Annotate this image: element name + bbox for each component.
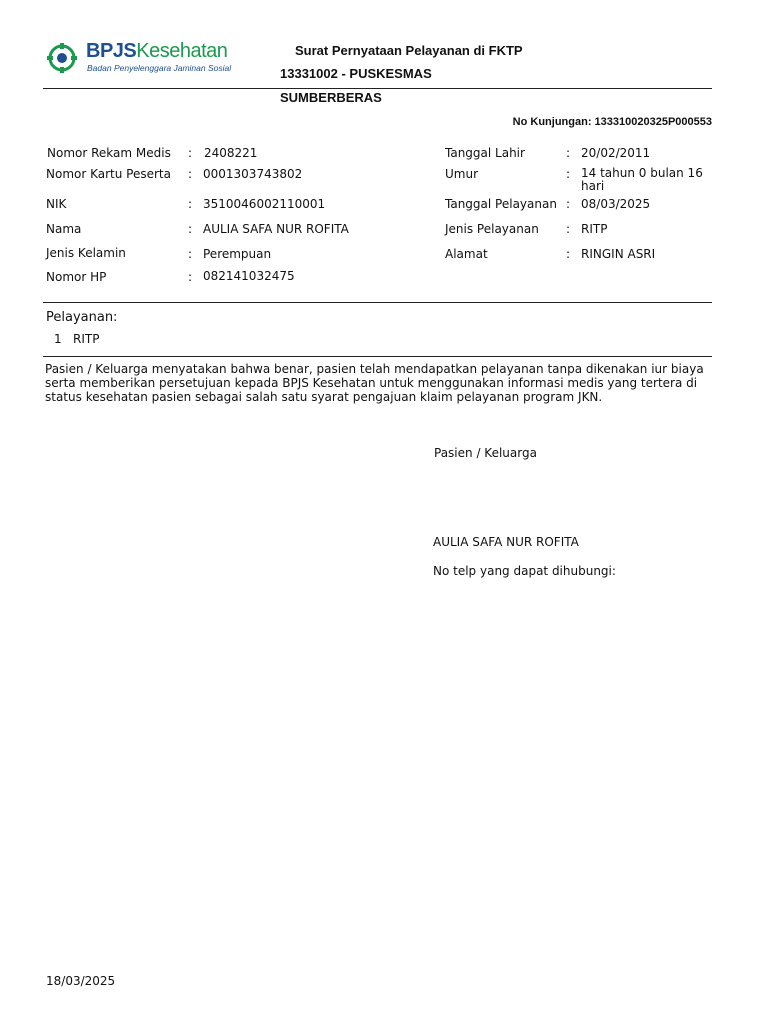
field-colon: : — [188, 146, 193, 160]
visit-number: No Kunjungan: 133310020325P000553 — [512, 116, 712, 128]
services-heading: Pelayanan: — [46, 310, 118, 325]
field-colon: : — [566, 146, 571, 160]
logo-wordmark — [86, 40, 227, 63]
facility-name: SUMBERBERAS — [280, 90, 382, 105]
field-colon: : — [188, 270, 193, 284]
field-value-age: 14 tahun 0 bulan 16 hari — [581, 166, 703, 193]
field-value-birth-date: 20/02/2011 — [581, 146, 651, 160]
field-label-birth-date: Tanggal Lahir — [445, 146, 525, 160]
field-label-medical-record: Nomor Rekam Medis — [47, 146, 171, 160]
service-item-number: 1 — [54, 332, 62, 346]
field-label-gender: Jenis Kelamin — [46, 246, 126, 260]
patient-divider — [43, 302, 712, 303]
field-colon: : — [566, 167, 571, 181]
logo-brand-kesehatan: Kesehatan — [136, 40, 228, 62]
field-value-phone: 082141032475 — [203, 269, 295, 283]
field-label-service-type: Jenis Pelayanan — [445, 222, 539, 236]
signature-name: AULIA SAFA NUR ROFITA — [433, 535, 579, 549]
field-value-gender: Perempuan — [203, 247, 272, 261]
document-title: Surat Pernyataan Pelayanan di FKTP — [295, 43, 523, 58]
field-colon: : — [188, 167, 193, 181]
facility-code: 13331002 - PUSKESMAS — [280, 66, 432, 81]
field-value-address: RINGIN ASRI — [581, 247, 656, 261]
field-value-medical-record: 2408221 — [204, 146, 258, 160]
field-value-service-date: 08/03/2025 — [581, 197, 651, 211]
field-colon: : — [566, 197, 571, 211]
field-label-name: Nama — [46, 222, 82, 236]
field-colon: : — [566, 247, 571, 261]
logo-brand-bpjs: BPJS — [86, 40, 137, 62]
field-colon: : — [188, 247, 193, 261]
field-label-service-date: Tanggal Pelayanan — [445, 197, 557, 211]
services-divider — [43, 356, 712, 357]
signature-phone-label: No telp yang dapat dihubungi: — [433, 564, 616, 578]
field-value-name: AULIA SAFA NUR ROFITA — [203, 222, 349, 236]
logo-subtitle: Badan Penyelenggara Jaminan Sosial — [87, 63, 232, 73]
field-label-address: Alamat — [445, 247, 488, 261]
field-colon: : — [188, 197, 193, 211]
field-value-nik: 3510046002110001 — [203, 197, 326, 211]
field-label-phone: Nomor HP — [46, 270, 107, 284]
statement-paragraph: Pasien / Keluarga menyatakan bahwa benar, pasien telah mendapatkan pelayanan tanpa dikenakan iur biaya serta memberikan persetujuan kepada BPJS Kesehatan untuk menggunakan informasi medis yang tertera di status kesehatan pasien sebagai salah satu syarat pengajuan klaim pelayanan program JKN. — [45, 362, 704, 404]
print-date: 18/03/2025 — [46, 974, 116, 988]
field-label-age: Umur — [445, 167, 479, 181]
field-colon: : — [566, 222, 571, 236]
field-value-card-number: 0001303743802 — [203, 167, 303, 181]
bpjs-emblem-icon — [46, 42, 78, 74]
service-item-name: RITP — [73, 332, 100, 346]
field-value-service-type: RITP — [581, 222, 608, 236]
field-label-card-number: Nomor Kartu Peserta — [46, 167, 171, 181]
field-label-nik: NIK — [46, 197, 67, 211]
signature-role: Pasien / Keluarga — [434, 446, 537, 460]
bpjs-logo — [46, 42, 78, 74]
header-divider — [43, 88, 712, 89]
field-colon: : — [188, 222, 193, 236]
